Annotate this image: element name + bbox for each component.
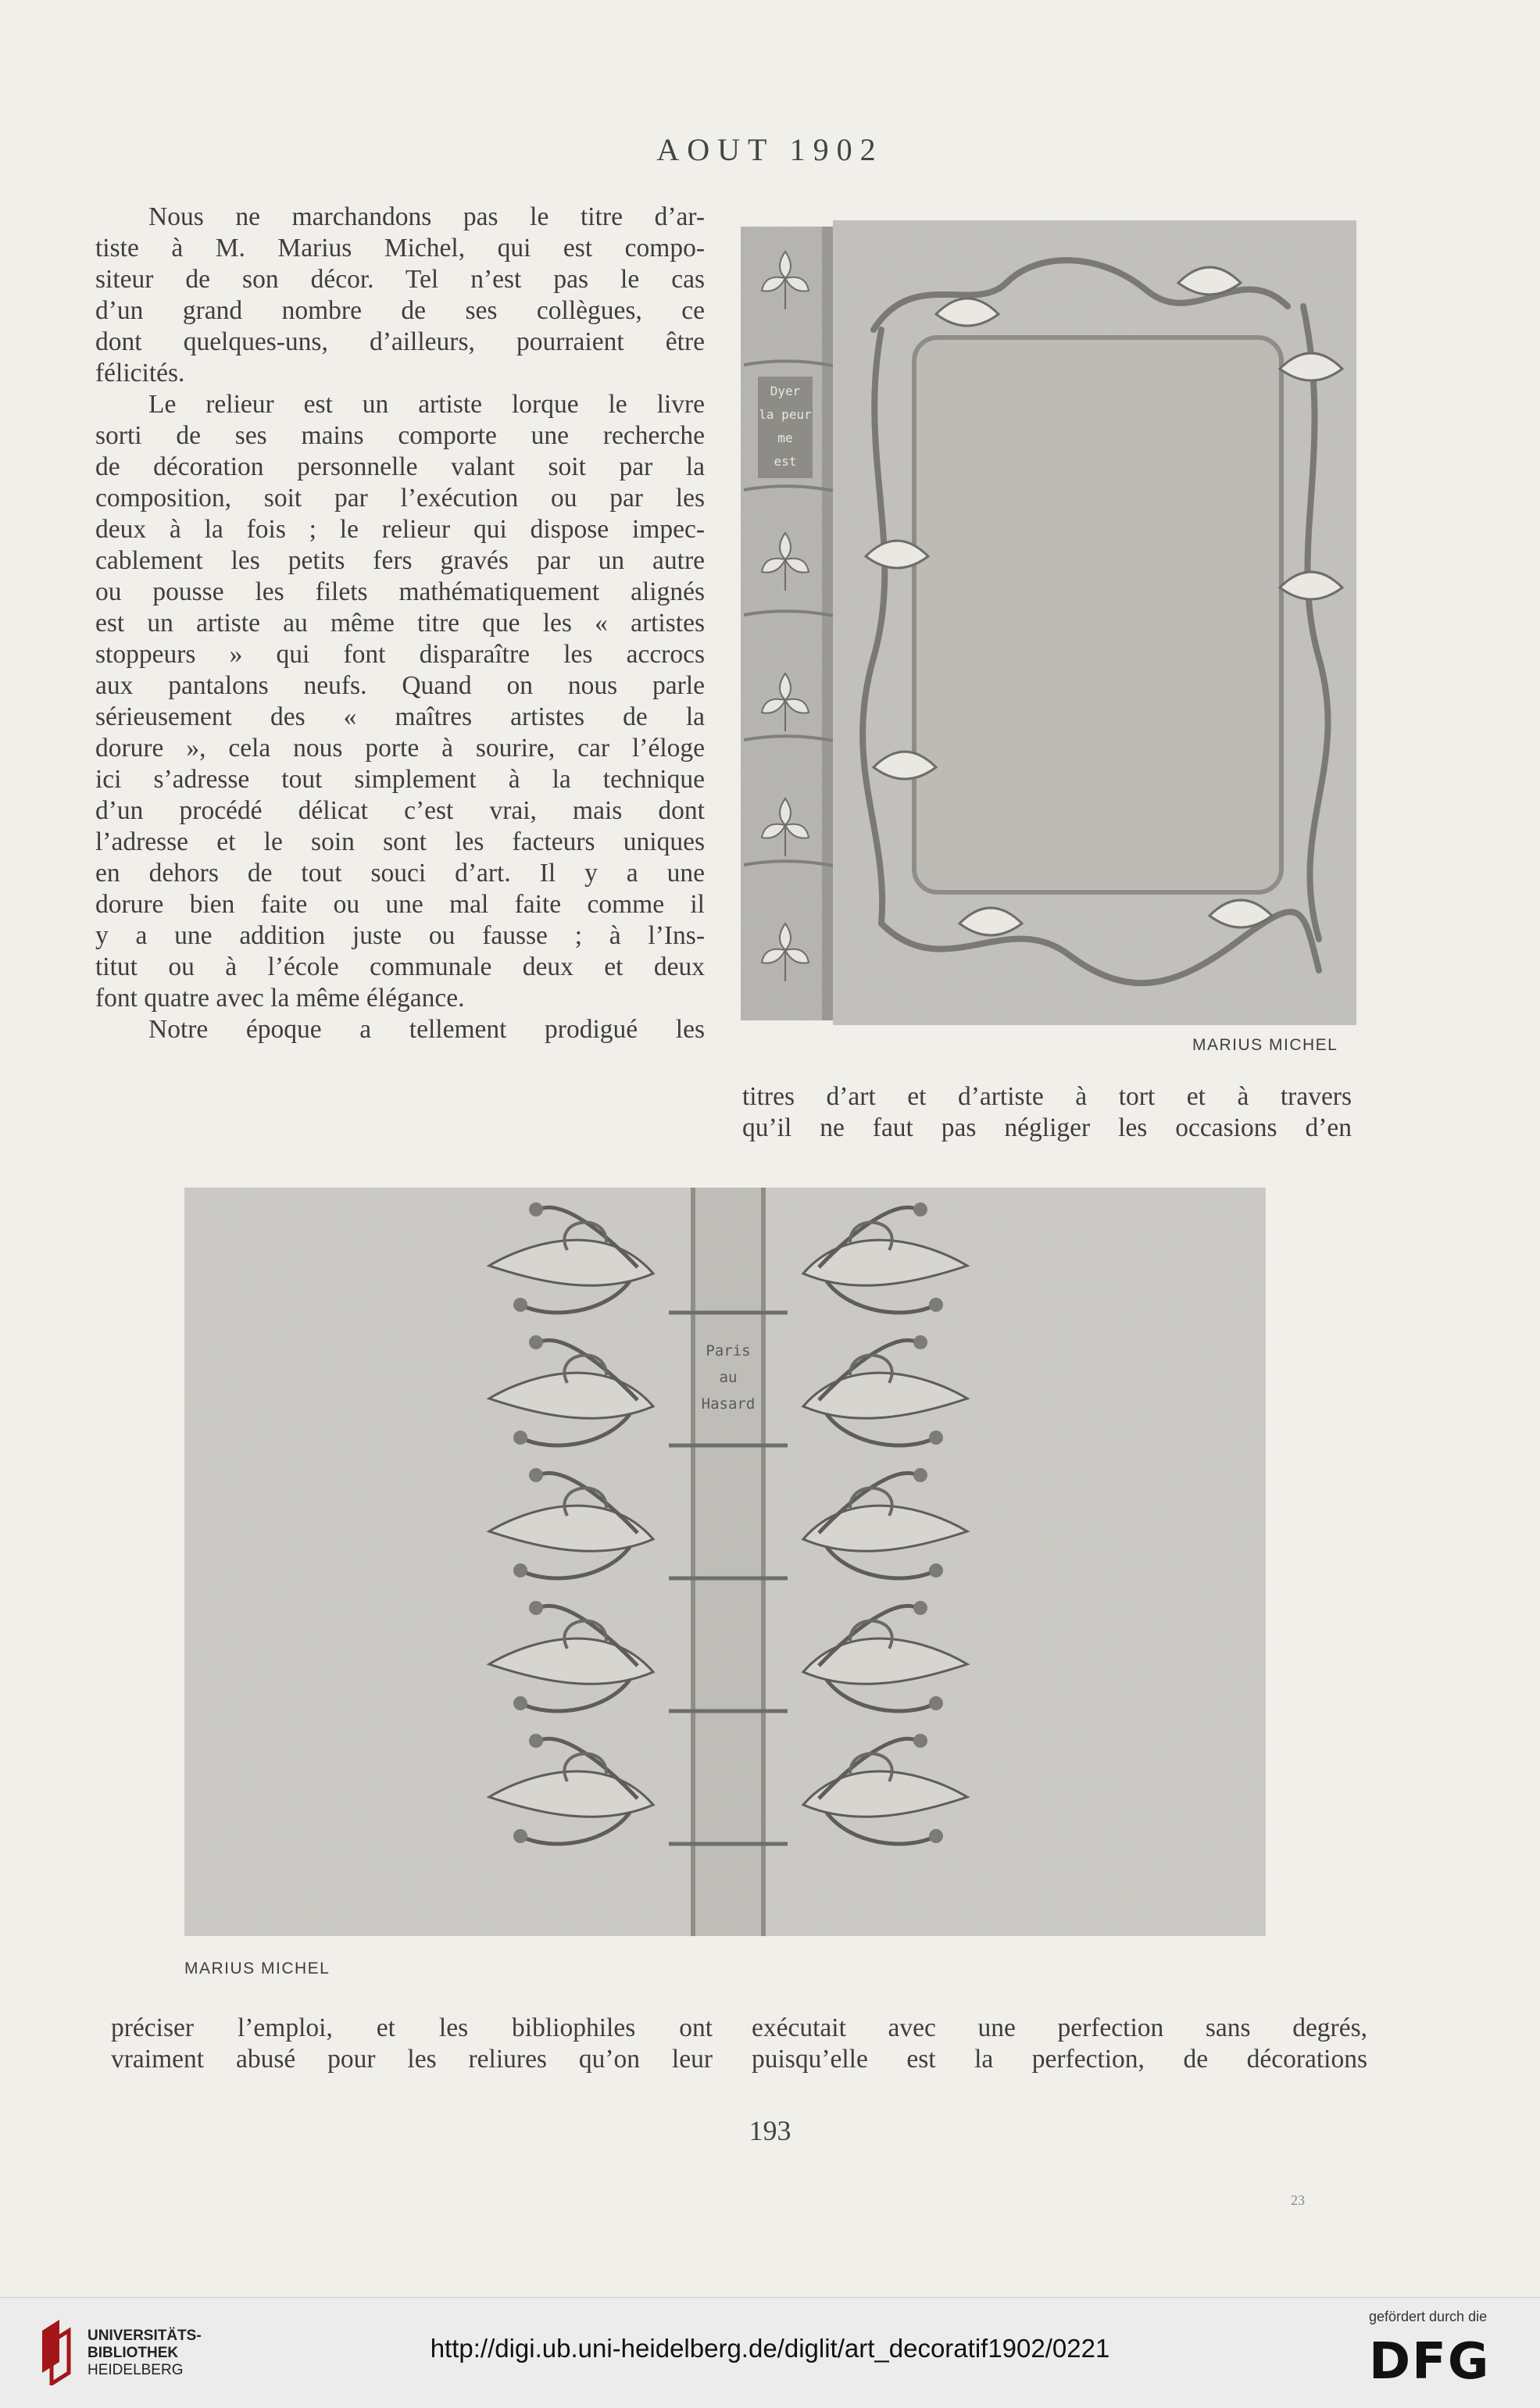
paragraph [95, 202, 705, 389]
text-line: titut ou à l’école communale deux et deux [95, 952, 705, 981]
footer-bar [0, 2297, 1540, 2408]
source-url-link[interactable]: http://digi.ub.uni-heidelberg.de/diglit/art_decoratif1902/0221 [430, 2334, 1110, 2363]
text-line: dont quelques-uns, d’ailleurs, pourraient être [95, 327, 705, 356]
text-line: aux pantalons neufs. Quand on nous parle [95, 671, 705, 700]
bottom-left-text [111, 2013, 713, 2075]
text-line: siteur de son décor. Tel n’est pas le cas [95, 265, 705, 294]
text-line: vraiment abusé pour les reliures qu’on leur [111, 2045, 713, 2074]
text-line: y a une addition juste ou fausse ; à l’Ins- [95, 921, 705, 950]
text-line: font quatre avec la même élégance. [95, 984, 465, 1013]
corner-mark: 23 [1291, 2192, 1305, 2208]
library-name-line: UNIVERSITÄTS- [88, 2328, 202, 2344]
dfg-logo-text: DFG [1369, 2333, 1491, 2391]
paragraph [95, 1014, 705, 1045]
text-line: l’adresse et le soin sont les facteurs uniques [95, 827, 705, 856]
text-line: ici s’adresse tout simplement à la technique [95, 765, 705, 794]
text-line: préciser l’emploi, et les bibliophiles ont [111, 2013, 713, 2042]
text-line: cablement les petits fers gravés par un autre [95, 546, 705, 575]
spine-line: la peur [759, 407, 812, 422]
right-text-column [742, 1081, 1352, 1144]
text-line: Le relieur est un artiste lorque le livre [148, 390, 705, 419]
spine-line: est [774, 454, 797, 469]
dfg-logo [1369, 2333, 1491, 2391]
spine-line: au [719, 1369, 738, 1386]
spine-line: Dyer [770, 384, 801, 398]
text-line: qu’il ne faut pas négliger les occasions d’en [742, 1113, 1352, 1142]
text-line: en dehors de tout souci d’art. Il y a une [95, 859, 705, 888]
spine-label [695, 1338, 761, 1417]
text-line: deux à la fois ; le relieur qui dispose impec- [95, 515, 705, 544]
bottom-right-text [752, 2013, 1367, 2075]
text-line: d’un grand nombre de ses collègues, ce [95, 296, 705, 325]
text-line: tiste à M. Marius Michel, qui est compo- [95, 234, 705, 263]
text-line: dorure bien faite ou une mal faite comme il [95, 890, 705, 919]
funding-label: gefördert durch die [1369, 2309, 1488, 2324]
library-name-line: HEIDELBERG [88, 2362, 184, 2378]
figure-caption-bottom: MARIUS MICHEL [184, 1960, 331, 1977]
spine-line: Paris [706, 1342, 751, 1359]
text-line: sorti de ses mains comporte une recherche [95, 421, 705, 450]
text-line: puisqu’elle est la perfection, de décorations [752, 2045, 1367, 2074]
figure-caption-top: MARIUS MICHEL [1192, 1036, 1338, 1054]
paragraph [95, 389, 705, 1014]
text-line: d’un procédé délicat c’est vrai, mais dont [95, 796, 705, 825]
text-line: Nous ne marchandons pas le titre d’ar- [148, 202, 705, 231]
open-binding-figure [184, 1188, 1266, 1939]
text-line: titres d’art et d’artiste à tort et à travers [742, 1082, 1352, 1111]
page-header: AOUT 1902 [656, 132, 884, 167]
text-line: de décoration personnelle valant soit par la [95, 452, 705, 481]
text-line: stoppeurs » qui font disparaître les accrocs [95, 640, 705, 669]
text-line: exécutait avec une perfection sans degrés, [752, 2013, 1367, 2042]
text-line: félicités. [95, 359, 185, 388]
left-text-column [95, 202, 705, 1045]
spine-line: me [777, 431, 793, 445]
text-line: composition, soit par l’exécution ou par les [95, 484, 705, 513]
library-name-line: BIBLIOTHEK [88, 2345, 179, 2361]
book-cover-figure [741, 220, 1356, 1028]
text-line: Notre époque a tellement prodigué les [148, 1015, 705, 1044]
text-line: est un artiste au même titre que les « artistes [95, 609, 705, 638]
text-line: sérieusement des « maîtres artistes de la [95, 702, 705, 731]
text-line: dorure », cela nous porte à sourire, car l’éloge [95, 734, 705, 763]
page-number: 193 [749, 2115, 791, 2146]
text-line: ou pousse les filets mathématiquement alignés [95, 577, 705, 606]
open-binding-leaf-ornament-icon [184, 1188, 1266, 1936]
book-cover-orchid-frame-icon [741, 220, 1356, 1025]
spine-label [758, 380, 813, 473]
spine-line: Hasard [701, 1395, 756, 1413]
